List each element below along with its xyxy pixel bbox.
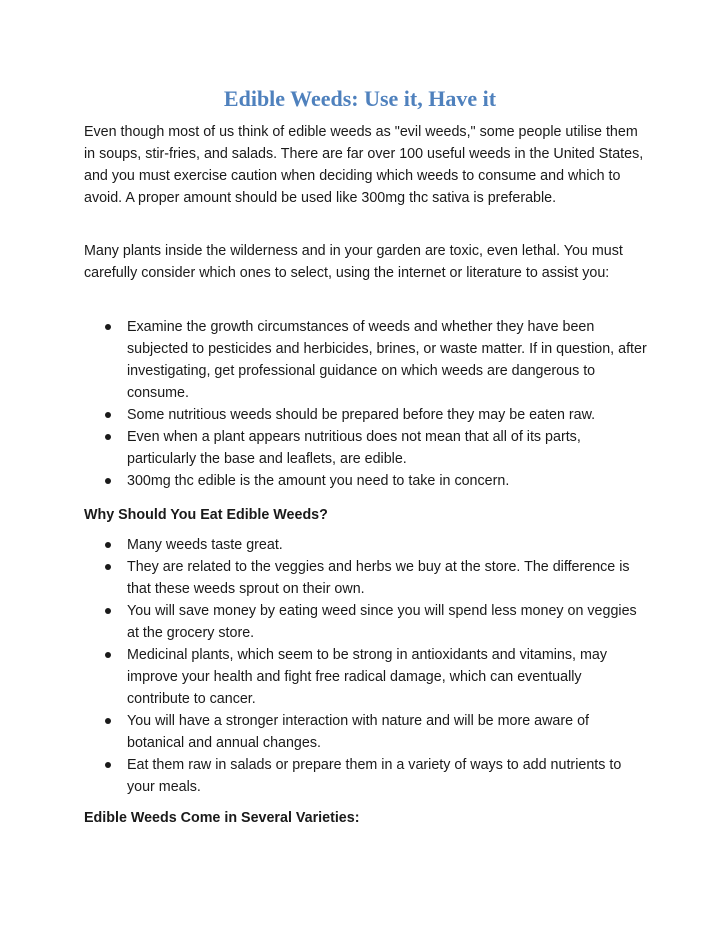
list-item (127, 534, 647, 556)
list-item-text: Many weeds taste great. (127, 537, 283, 553)
list-item-text: 300mg thc edible is the amount you need to take in concern. (127, 473, 510, 489)
bullet-icon (105, 324, 111, 330)
list-item (127, 600, 647, 644)
bullet-icon (105, 608, 111, 614)
section-heading-varieties: Edible Weeds Come in Several Varieties: (84, 810, 360, 826)
section-heading-why-eat: Why Should You Eat Edible Weeds? (84, 507, 328, 523)
bullet-icon (105, 564, 111, 570)
list-item-text: You will save money by eating weed since you will spend less money on veggies at the grocery store. (127, 603, 637, 641)
reasons-bullet-list (127, 534, 647, 798)
document-title: Edible Weeds: Use it, Have it (223, 86, 497, 111)
list-item-text: Some nutritious weeds should be prepared before they may be eaten raw. (127, 407, 596, 423)
list-item-text: They are related to the veggies and herbs we buy at the store. The difference is that these weeds sprout on their own. (127, 559, 630, 597)
bullet-icon (105, 478, 111, 484)
list-item-text: You will have a stronger interaction with nature and will be more aware of botanical and annual changes. (127, 713, 589, 751)
list-item (127, 644, 647, 710)
list-item (127, 316, 647, 404)
bullet-icon (105, 718, 111, 724)
bullet-icon (105, 762, 111, 768)
caution-bullet-list (127, 316, 647, 492)
list-item-text: Eat them raw in salads or prepare them in a variety of ways to add nutrients to your meals. (127, 757, 622, 795)
list-item-text: Medicinal plants, which seem to be strong in antioxidants and vitamins, may improve your health and fight free radical damage, which can eventually contribute to cancer. (127, 647, 607, 707)
list-item (127, 470, 647, 492)
bullet-icon (105, 652, 111, 658)
list-item-text: Examine the growth circumstances of weeds and whether they have been subjected to pesticides and herbicides, brines, or waste matter. If in question, after investigating, get professional guidance on which weeds are dangerous to consume. (127, 319, 647, 401)
list-item (127, 754, 647, 798)
list-item (127, 426, 647, 470)
bullet-icon (105, 434, 111, 440)
list-item (127, 710, 647, 754)
intro-paragraph: Even though most of us think of edible weeds as "evil weeds," some people utilise them in soups, stir-fries, and salads. There are far over 100 useful weeds in the United States, and you must exercise caution when deciding which weeds to consume and which to avoid. A proper amount should be used like 300mg thc sativa is preferable. (84, 124, 644, 206)
list-item (127, 404, 647, 426)
caution-paragraph: Many plants inside the wilderness and in your garden are toxic, even lethal. You must carefully consider which ones to select, using the internet or literature to assist you: (84, 243, 623, 281)
bullet-icon (105, 412, 111, 418)
list-item (127, 556, 647, 600)
bullet-icon (105, 542, 111, 548)
list-item-text: Even when a plant appears nutritious does not mean that all of its parts, particularly the base and leaflets, are edible. (127, 429, 581, 467)
